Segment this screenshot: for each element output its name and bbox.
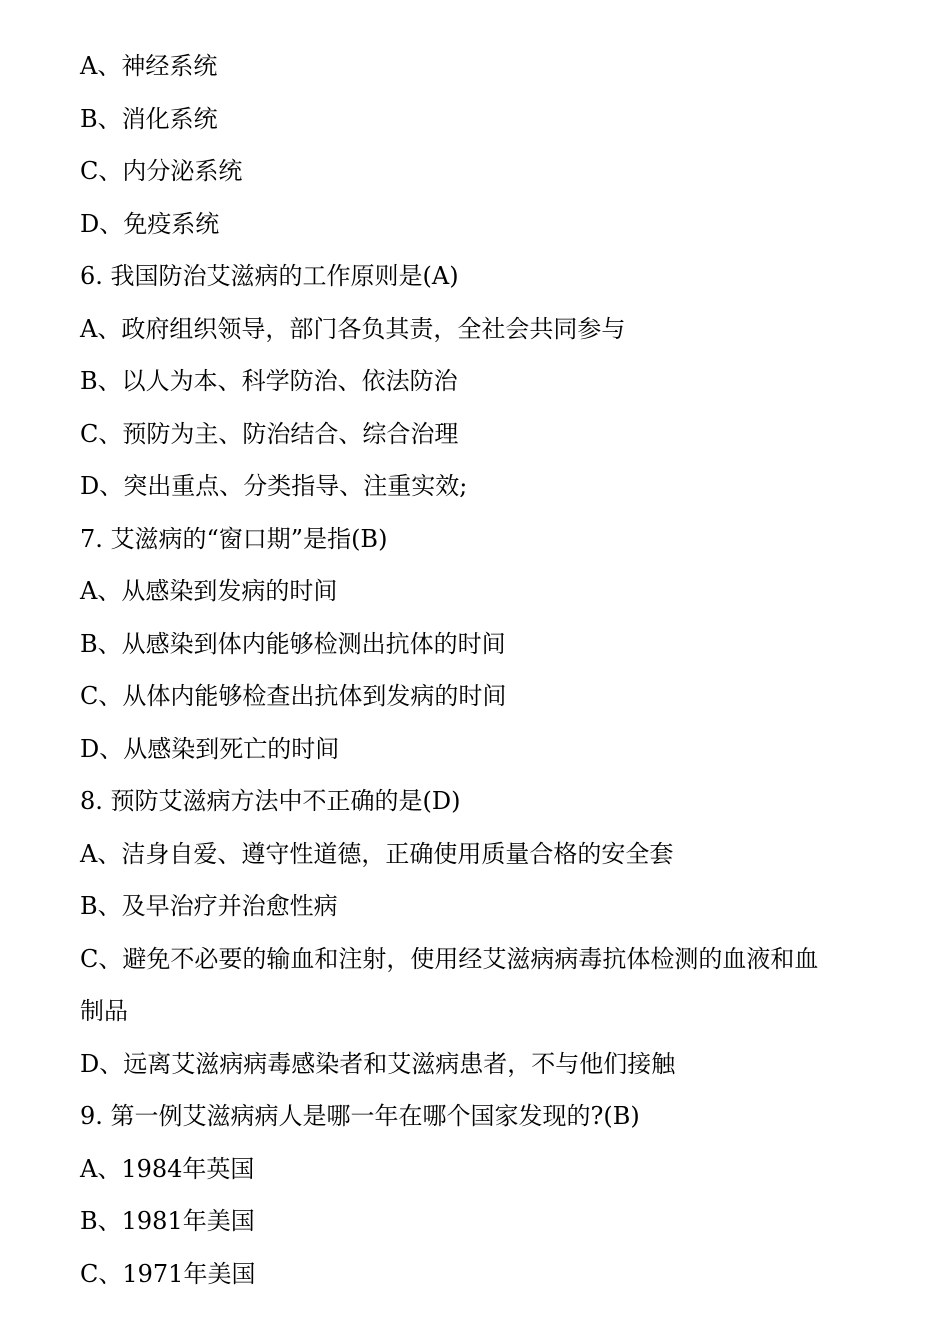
option-line: B、1981年美国	[80, 1207, 255, 1235]
option-line: A、神经系统	[80, 52, 218, 80]
option-line: D、突出重点、分类指导、注重实效;	[80, 472, 468, 500]
option-line: B、消化系统	[80, 104, 218, 133]
question-line: 9. 第一例艾滋病病人是哪一年在哪个国家发现的?(B)	[80, 1102, 640, 1130]
question-line: 8. 预防艾滋病方法中不正确的是(D)	[80, 787, 461, 815]
option-line: D、从感染到死亡的时间	[80, 734, 340, 763]
option-line: C、内分泌系统	[80, 157, 243, 185]
option-line: D、远离艾滋病病毒感染者和艾滋病患者，不与他们接触	[80, 1049, 676, 1078]
option-line: A、从感染到发病的时间	[80, 577, 338, 605]
option-line: A、1984年英国	[80, 1154, 255, 1183]
option-line: A、政府组织领导，部门各负其责，全社会共同参与	[80, 314, 626, 343]
option-line: B、及早治疗并治愈性病	[80, 892, 338, 920]
option-line: C、从体内能够检查出抗体到发病的时间	[80, 682, 507, 710]
option-line: B、以人为本、科学防治、依法防治	[80, 367, 458, 395]
option-line: A、洁身自爱、遵守性道德，正确使用质量合格的安全套	[80, 839, 674, 868]
option-line: C、1971年美国	[80, 1259, 256, 1288]
option-line: C、避免不必要的输血和注射，使用经艾滋病病毒抗体检测的血液和血	[80, 944, 819, 973]
option-line: D、免疫系统	[80, 209, 220, 238]
document-body	[80, 40, 880, 1300]
option-line: B、从感染到体内能够检测出抗体的时间	[80, 629, 506, 658]
option-continuation-line: 制品	[80, 997, 128, 1025]
question-line: 7. 艾滋病的“窗口期”是指(B)	[80, 524, 388, 553]
question-line: 6. 我国防治艾滋病的工作原则是(A)	[80, 262, 459, 290]
option-line: C、预防为主、防治结合、综合治理	[80, 419, 459, 448]
